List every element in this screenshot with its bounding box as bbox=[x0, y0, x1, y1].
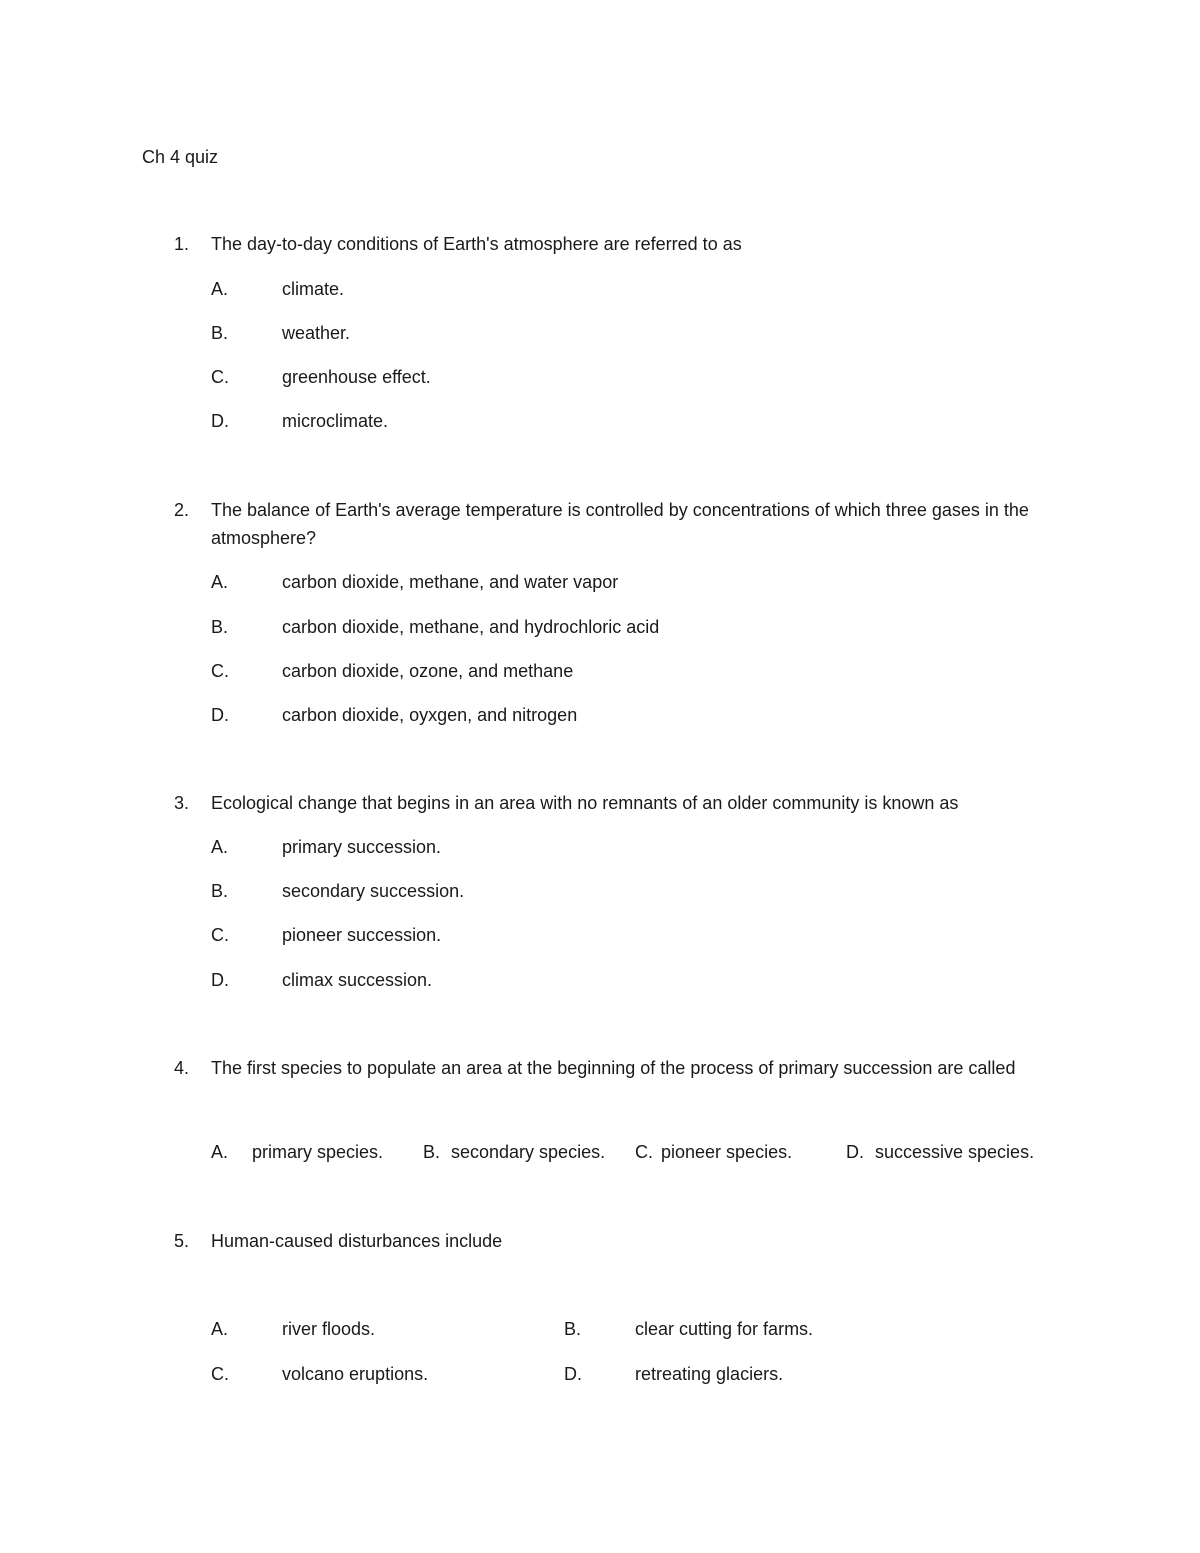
choice-text: greenhouse effect. bbox=[282, 367, 431, 387]
question-text: The first species to populate an area at the beginning of the process of primary succession are called bbox=[211, 1058, 1016, 1078]
choice-letter: D. bbox=[211, 970, 229, 990]
choice-letter: A. bbox=[211, 1319, 229, 1339]
question-number: 5. bbox=[174, 1231, 190, 1251]
choice-letter: A. bbox=[211, 837, 229, 857]
page-title: Ch 4 quiz bbox=[142, 147, 219, 167]
question-number: 2. bbox=[174, 500, 190, 520]
choice-text: clear cutting for farms. bbox=[635, 1319, 814, 1339]
choice-letter: D. bbox=[211, 411, 229, 431]
question-number: 4. bbox=[174, 1058, 190, 1078]
choice-text: retreating glaciers. bbox=[635, 1364, 784, 1384]
question-text: Ecological change that begins in an area with no remnants of an older community is known as bbox=[211, 793, 959, 813]
choice-letter: C. bbox=[635, 1142, 653, 1162]
choice-text: primary species. bbox=[252, 1142, 384, 1162]
question-text: The day-to-day conditions of Earth's atmosphere are referred to as bbox=[211, 234, 742, 254]
choice-letter: D. bbox=[564, 1364, 582, 1384]
choice-letter: B. bbox=[564, 1319, 582, 1339]
choice-text: carbon dioxide, methane, and water vapor bbox=[282, 572, 619, 592]
choice-letter: B. bbox=[211, 617, 229, 637]
choice-text: carbon dioxide, oyxgen, and nitrogen bbox=[282, 705, 578, 725]
choice-letter: D. bbox=[846, 1142, 864, 1162]
choice-text: river floods. bbox=[282, 1319, 376, 1339]
choice-text: climax succession. bbox=[282, 970, 433, 990]
choice-letter: B. bbox=[423, 1142, 441, 1162]
question-number: 3. bbox=[174, 793, 190, 813]
choice-text: successive species. bbox=[875, 1142, 1035, 1162]
choice-letter: B. bbox=[211, 881, 229, 901]
choice-letter: C. bbox=[211, 661, 229, 681]
choice-text: carbon dioxide, methane, and hydrochloric acid bbox=[282, 617, 660, 637]
choice-letter: B. bbox=[211, 323, 229, 343]
choice-letter: C. bbox=[211, 1364, 229, 1384]
choice-text: microclimate. bbox=[282, 411, 389, 431]
choice-letter: A. bbox=[211, 279, 229, 299]
choice-letter: C. bbox=[211, 367, 229, 387]
choice-text: pioneer succession. bbox=[282, 925, 442, 945]
choice-letter: A. bbox=[211, 572, 229, 592]
choice-text: pioneer species. bbox=[661, 1142, 793, 1162]
choice-text: volcano eruptions. bbox=[282, 1364, 429, 1384]
question-text: Human-caused disturbances include bbox=[211, 1231, 503, 1251]
choice-letter: C. bbox=[211, 925, 229, 945]
choice-letter: D. bbox=[211, 705, 229, 725]
question-text: The balance of Earth's average temperature is controlled by concentrations of which three gases in the atmosphere? bbox=[211, 500, 1029, 548]
choice-text: secondary species. bbox=[451, 1142, 606, 1162]
choice-text: secondary succession. bbox=[282, 881, 465, 901]
choice-text: primary succession. bbox=[282, 837, 442, 857]
choice-text: carbon dioxide, ozone, and methane bbox=[282, 661, 574, 681]
choice-text: weather. bbox=[282, 323, 351, 343]
choice-text: climate. bbox=[282, 279, 345, 299]
choice-letter: A. bbox=[211, 1142, 229, 1162]
question-number: 1. bbox=[174, 234, 190, 254]
